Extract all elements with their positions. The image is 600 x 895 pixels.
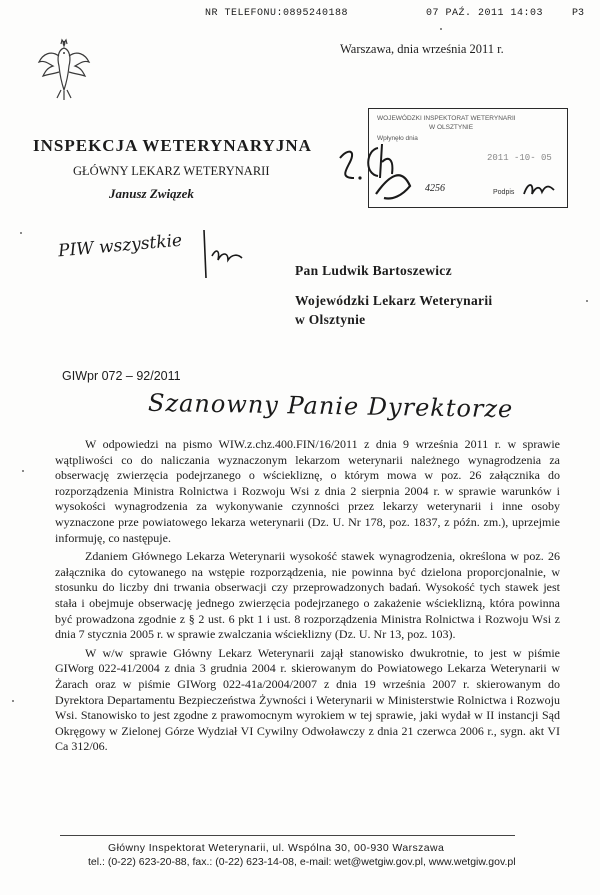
reference-number: GIWpr 072 – 92/2011 — [62, 369, 181, 383]
footer-divider — [60, 835, 515, 836]
fax-page-number: P3 — [572, 8, 585, 19]
paragraph-3: W w/w sprawie Główny Lekarz Weterynarii zajął stanowisko dwukrotnie, to jest w piśmie GIWorg 022-41/2004 z dnia 3 grudnia 2004 r. skierowanym do Powiatowego Lekarza Weterynarii w Żarach oraz w piśmie GIWorg 022-41a/2004/2007 z dnia 19 września 2007 r. skierowanym do Dyrektora Departamentu Bezpieczeństwa Żywności i Weterynarii w Ministerstwie Rolnictwa i Rozwoju Wsi. Stanowisko to jest zgodne z prawomocnym wyrokiem w tej sprawie, jaki wydał w II instancji Sąd Okręgowy w Zielonej Górze Wydział VI Cywilny Odwoławczy z dnia 21 czerwca 2006 r., sygn. akt VI Ca 312/06. — [55, 645, 560, 754]
paragraph-2: Zdaniem Głównego Lekarza Weterynarii wysokość stawek wynagrodzenia, określona w poz. 26 załącznika do cytowanego na wstępie rozporządzenia, nie powinna być dzielona proporcjonalnie, w stosunku do liczby dni trwania obserwacji czy przeprowadzonych badań. Wysokość tych stawek jest stała i obejmuje obserwację jednego zwierzęcia podejrzanego o zakażenie wścieklizną, która powinna być prowadzona zgodnie z § 2 ust. 6 pkt 1 i ust. 8 rozporządzenia Ministra Rolnictwa i Rozwoju Wsi z dnia 7 stycznia 2005 r. w sprawie zwalczania wścieklizny (Dz. U. Nr 13, poz. 103). — [55, 549, 560, 642]
stamp-line-3: Wpłynęło dnia — [377, 135, 418, 142]
stamp-handwritten-note — [332, 138, 442, 208]
scan-speck — [20, 232, 22, 234]
letter-body — [55, 437, 560, 758]
fax-datetime: 07 PAŹ. 2011 14:03 — [426, 8, 544, 19]
handwritten-salutation: Szanowny Panie Dyrektorze — [147, 388, 514, 424]
recipient-place: w Olsztynie — [295, 312, 366, 327]
stamp-number: 4256 — [425, 183, 445, 194]
svg-text:2. Ch.: 2. Ch. — [336, 190, 339, 191]
fax-sender-number: NR TELEFONU:0895240188 — [205, 8, 349, 19]
stamp-signature-mark — [520, 176, 560, 202]
handwritten-initials — [198, 226, 246, 282]
institution-name: INSPEKCJA WETERYNARYJNA — [33, 136, 312, 155]
scan-speck — [440, 28, 442, 30]
letter-date: Warszawa, dnia września 2011 r. — [340, 42, 504, 56]
footer-contact: tel.: (0-22) 623-20-88, fax.: (0-22) 623-14-08, e-mail: wet@wetgiw.gov.pl, www.wetgiw.gov.pl — [88, 856, 516, 868]
recipient-name: Pan Ludwik Bartoszewicz — [295, 263, 452, 278]
handwritten-left-note: PIW wszystkie — [57, 230, 183, 262]
stamp-date: 2011 -10- 05 — [487, 153, 552, 163]
scan-speck — [12, 700, 14, 702]
paragraph-1: W odpowiedzi na pismo WIW.z.chz.400.FIN/16/2011 z dnia 9 września 2011 r. w sprawie wątpliwości co do naliczania wyznaczonym lekarzom weterynarii należnego wynagrodzenia za obserwację zwierzęcia podejrzanego o wściekliznę, o którym mowa w poz. 26 załącznika do rozporządzenia Ministra Rolnictwa i Rozwoju Wsi z dnia 2 sierpnia 2004 r. w sprawie warunków i wysokości wynagrodzenia za wykonywanie czynności przez lekarzy weterynarii i inne osoby wyznaczone prze powiatowego lekarza weterynarii (Dz. U. Nr 178, poz. 1837, z późn. zm.), uprzejmie informuję, co następuje. — [55, 437, 560, 545]
stamp-line-2: W OLSZTYNIE — [429, 124, 474, 131]
recipient-title: Wojewódzki Lekarz Weterynarii — [295, 293, 493, 308]
stamp-line-1: WOJEWÓDZKI INSPEKTORAT WETERYNARII — [377, 115, 516, 122]
stamp-sign-label: Podpis — [493, 189, 515, 196]
sender-name: Janusz Związek — [109, 186, 194, 201]
scan-speck — [22, 470, 24, 472]
office-name: GŁÓWNY LEKARZ WETERYNARII — [73, 164, 270, 178]
eagle-emblem-icon — [35, 36, 93, 106]
scan-speck — [586, 300, 588, 302]
footer-address: Główny Inspektorat Weterynarii, ul. Wspólna 30, 00-930 Warszawa — [108, 842, 445, 854]
